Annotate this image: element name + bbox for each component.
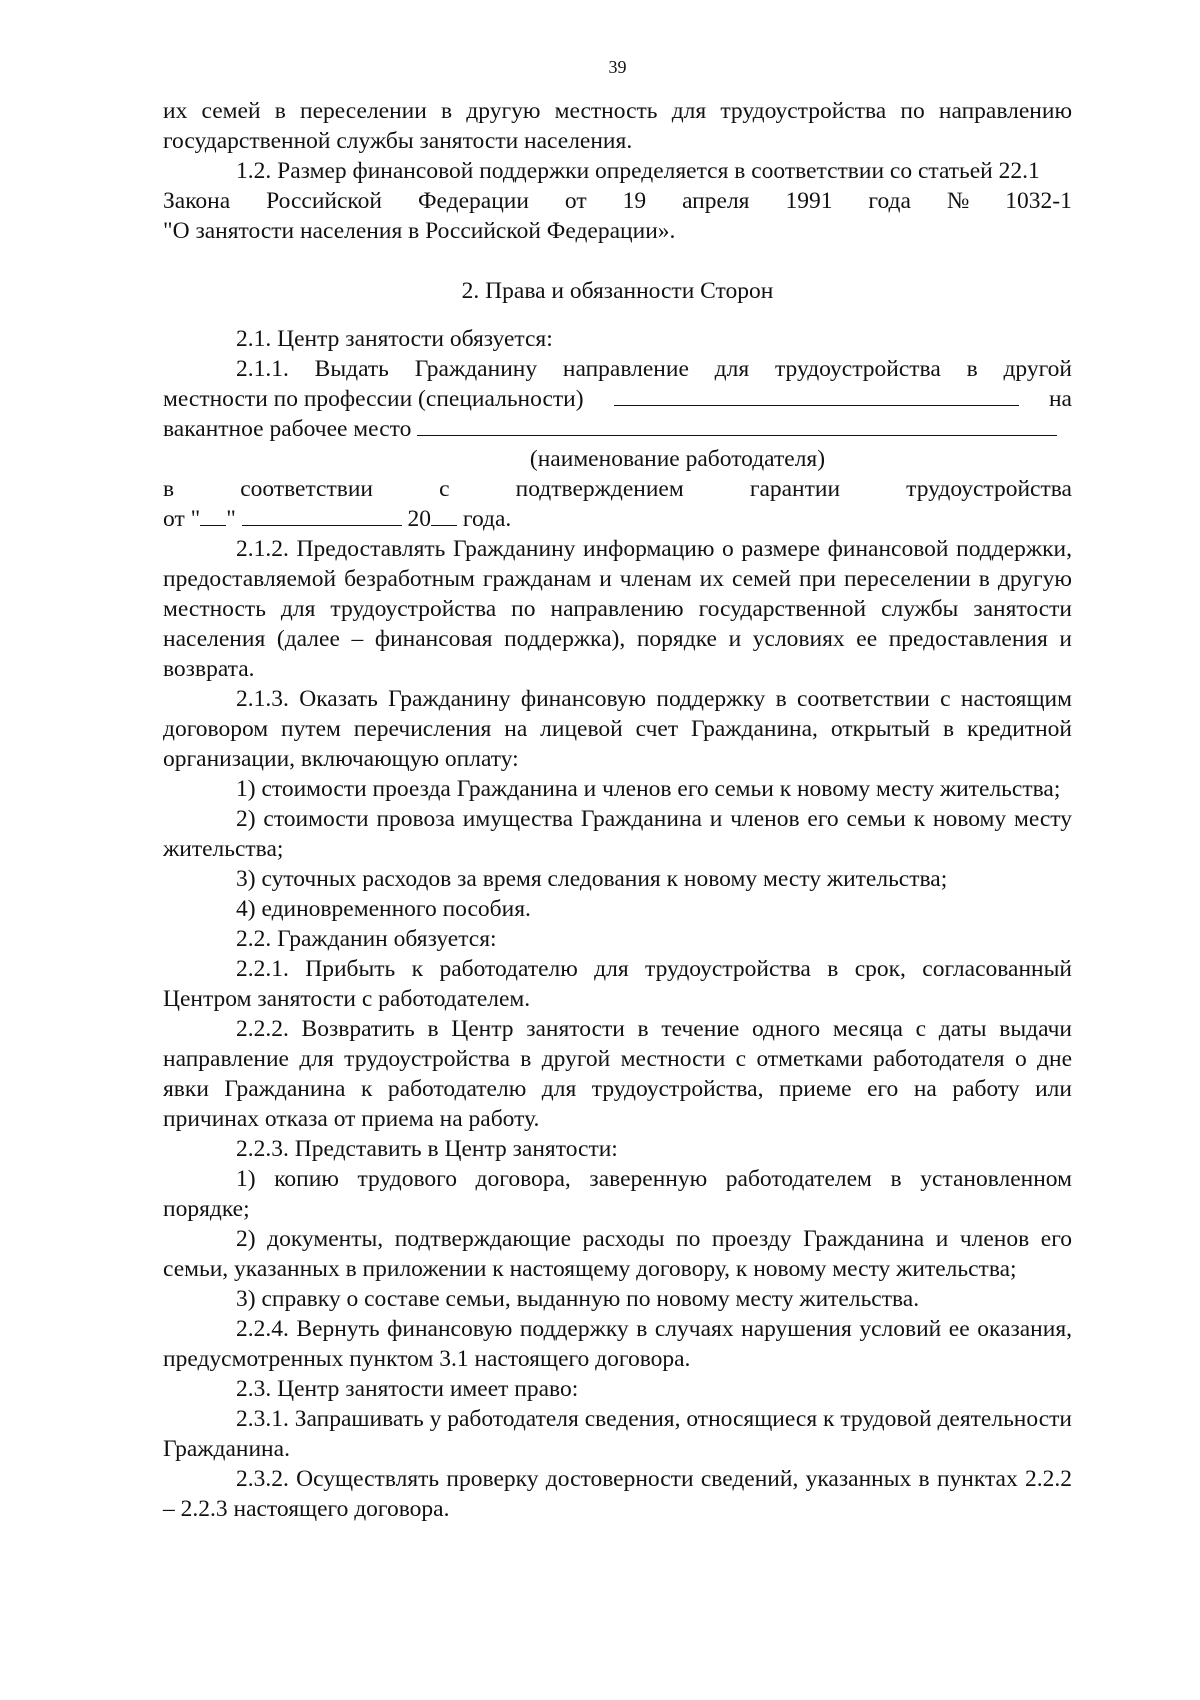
law-word: Закона [163,188,231,214]
law-word: Российской [266,188,382,214]
law-word: 1032-1 [1005,188,1072,214]
law-word: года [868,188,911,214]
date-year-blank-field[interactable] [431,505,457,526]
confirm-word: с [439,476,450,502]
employer-blank-field[interactable] [417,415,1057,436]
confirm-word: подтверждением [515,476,684,502]
date-year-prefix: 20 [407,506,432,532]
paragraph-2-1: 2.1. Центр занятости обязуется: [236,326,553,352]
paragraph-2-3-1: 2.3.1. Запрашивать у работодателя сведения, относящиеся к трудовой деятельности Гражданина. [163,1406,1072,1462]
date-quote-close: " [226,506,236,532]
paragraph-intro: их семей в переселении в другую местность для трудоустройства по направлению государственной службы занятости населения. [163,98,1072,154]
profession-line-end: на [1048,386,1072,412]
paragraph-2-3: 2.3. Центр занятости имеет право: [236,1376,579,1402]
paragraph-2-1-1: 2.1.1. Выдать Гражданину направление для трудоустройства в другой [236,356,1072,382]
law-word: № [946,188,970,214]
paragraph-2-1-3: 2.1.3. Оказать Гражданину финансовую поддержку в соответствии с настоящим договором путем перечисления на лицевой счет Гражданина, открытый в кредитной организации, включающую оплату: [163,686,1072,772]
list-item: 3) суточных расходов за время следования к новому месту жительства; [236,866,948,892]
confirm-word: соответствии [240,476,373,502]
law-reference-line [163,186,1072,216]
confirmation-line [163,474,1072,504]
list-item: 3) справку о составе семьи, выданную по новому месту жительства. [236,1286,920,1312]
paragraph-2-2-4: 2.2.4. Вернуть финансовую поддержку в случаях нарушения условий ее оказания, предусмотренных пунктом 3.1 настоящего договора. [163,1316,1072,1372]
paragraph-2-1-2: 2.1.2. Предоставлять Гражданину информацию о размере финансовой поддержки, предоставляемой безработным гражданам и членам их семей при переселении в другую местность для трудоустройства по направлению государственной службы занятости населения (далее – финансовая поддержка), порядке и условиях ее предоставления и возврата. [163,536,1072,682]
date-month-blank-field[interactable] [242,505,402,526]
page-number: 39 [608,57,627,77]
law-word: апреля [682,188,750,214]
list-item: 4) единовременного пособия. [236,896,531,922]
paragraph-2-2-1: 2.2.1. Прибыть к работодателю для трудоустройства в срок, согласованный Центром занятости с работодателем. [163,956,1072,1012]
list-item: 2) стоимости провоза имущества Гражданина и членов его семьи к новому месту жительства; [163,806,1072,862]
date-prefix: от " [163,506,201,532]
section-2-title: 2. Права и обязанности Сторон [461,278,774,304]
paragraph-2-2-3: 2.2.3. Представить в Центр занятости: [236,1136,618,1162]
law-word: 1991 [785,188,833,214]
profession-line [163,384,1072,414]
paragraph-2-3-2: 2.3.2. Осуществлять проверку достоверности сведений, указанных в пунктах 2.2.2 – 2.2.3 настоящего договора. [163,1466,1072,1522]
law-word: 19 [622,188,647,214]
profession-label: местности по профессии (специальности) [163,386,584,412]
vacancy-label: вакантное рабочее место [163,416,412,442]
list-item: 1) стоимости проезда Гражданина и членов его семьи к новому месту жительства; [236,776,1061,802]
list-item: 1) копию трудового договора, заверенную работодателем в установленном порядке; [163,1166,1072,1222]
confirm-word: гарантии [749,476,841,502]
paragraph-1-2: 1.2. Размер финансовой поддержки определяется в соответствии со статьей 22.1 [236,158,1040,184]
employer-caption: (наименование работодателя) [529,446,826,472]
law-word: от [564,188,587,214]
paragraph-2-2-2: 2.2.2. Возвратить в Центр занятости в течение одного месяца с даты выдачи направление для трудоустройства в другой местности с отметками работодателя о дне явки Гражданина к работодателю для трудоустройства, приеме его на работу или причинах отказа от приема на работу. [163,1016,1072,1132]
law-title-line: "О занятости населения в Российской Федерации». [163,218,676,244]
date-suffix: года. [462,506,512,532]
date-day-blank-field[interactable] [200,505,226,526]
law-word: Федерации [417,188,529,214]
date-line [163,504,1072,534]
confirm-word: трудоустройства [906,476,1072,502]
profession-blank-field[interactable] [614,385,1019,406]
confirm-word: в [163,476,175,502]
vacancy-line [163,414,1072,444]
paragraph-2-2: 2.2. Гражданин обязуется: [236,926,497,952]
list-item: 2) документы, подтверждающие расходы по проезду Гражданина и членов его семьи, указанных в приложении к настоящему договору, к новому месту жительства; [163,1226,1072,1282]
